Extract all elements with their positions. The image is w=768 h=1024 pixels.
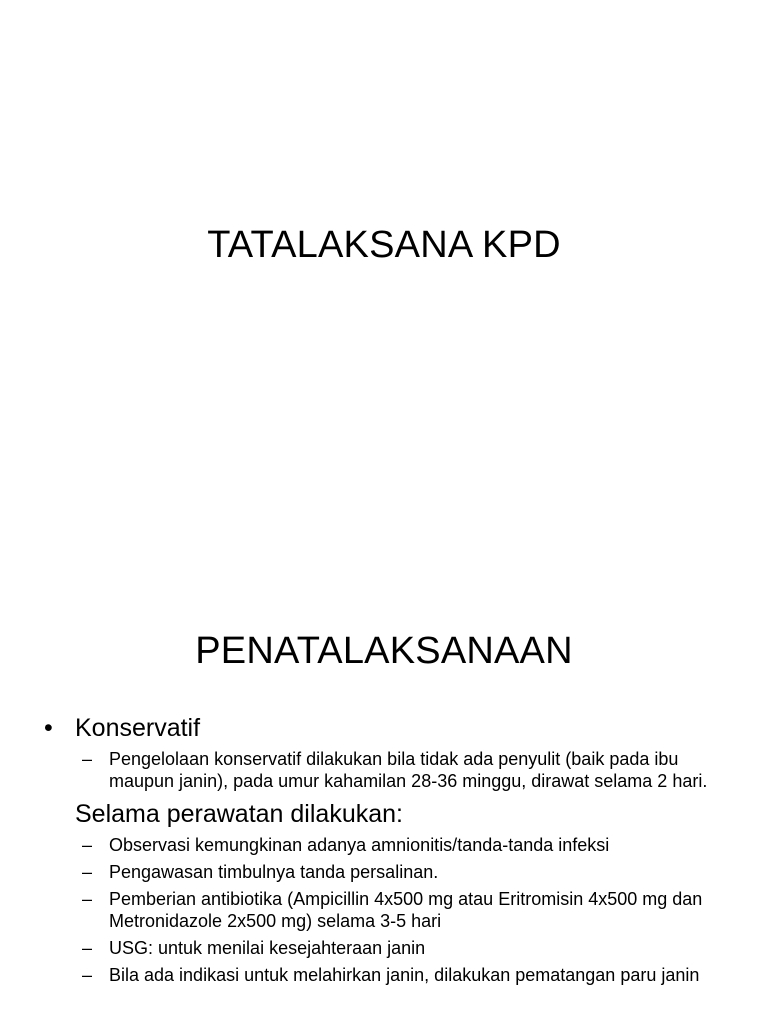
slide-heading: PENATALAKSANAAN xyxy=(195,630,573,672)
slide-body xyxy=(0,712,768,991)
sub-item-text: Pemberian antibiotika (Ampicillin 4x500 mg atau Eritromisin 4x500 mg dan Metronidazole 2x500 mg) selama 3-5 hari xyxy=(109,889,703,931)
sub-item-text: USG: untuk menilai kesejahteraan janin xyxy=(109,938,426,958)
slide-title-heading: TATALAKSANA KPD xyxy=(207,224,561,266)
dash-marker: – xyxy=(82,862,93,882)
sub-item xyxy=(0,937,768,959)
dash-marker: – xyxy=(82,835,93,855)
sub-item xyxy=(0,964,768,986)
bullet-text: Konservatif xyxy=(75,714,201,742)
sub-item xyxy=(0,888,768,932)
bullet-konservatif xyxy=(0,712,768,744)
sub-item xyxy=(0,834,768,856)
dash-marker: – xyxy=(82,749,93,769)
slide-penatalaksanaan xyxy=(0,576,768,1024)
sub-item xyxy=(0,748,768,792)
dash-marker: – xyxy=(82,965,93,985)
paragraph-perawatan xyxy=(0,798,768,830)
bullet-marker: • xyxy=(44,714,53,742)
sub-item-text: Bila ada indikasi untuk melahirkan janin, dilakukan pematangan paru janin xyxy=(109,965,700,985)
sub-item xyxy=(0,861,768,883)
dash-marker: – xyxy=(82,889,93,909)
dash-marker: – xyxy=(82,938,93,958)
sub-item-text: Pengelolaan konservatif dilakukan bila tidak ada penyulit (baik pada ibu maupun janin), pada umur kahamilan 28-36 minggu, dirawat selama 2 hari. xyxy=(109,749,708,791)
sub-item-text: Pengawasan timbulnya tanda persalinan. xyxy=(109,862,439,882)
sub-item-text: Observasi kemungkinan adanya amnionitis/tanda-tanda infeksi xyxy=(109,835,610,855)
paragraph-text: Selama perawatan dilakukan: xyxy=(75,800,403,828)
